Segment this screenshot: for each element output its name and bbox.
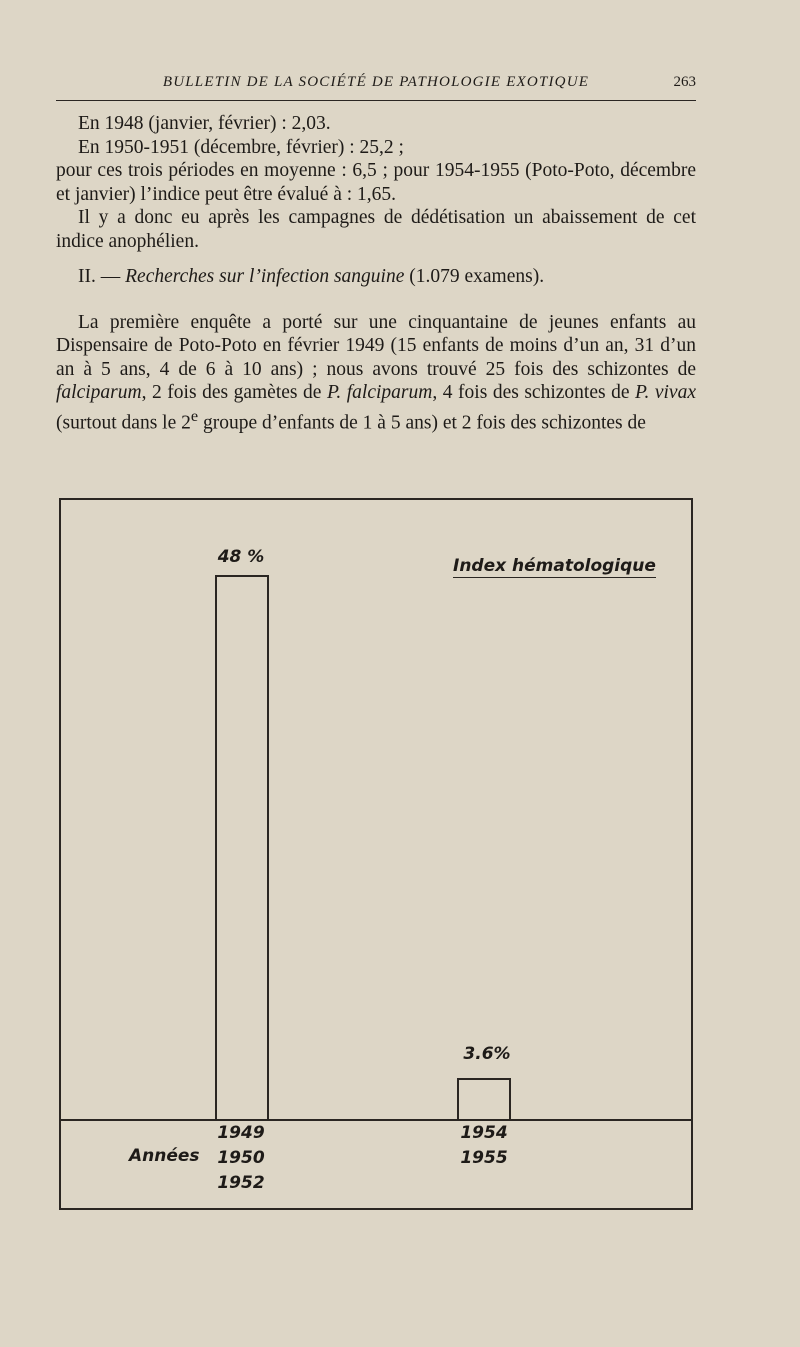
bar-1954-1955 (457, 1078, 511, 1119)
x-axis-label: Années (129, 1146, 200, 1166)
survey-falciparum: falciparum (56, 382, 142, 403)
x-tick-label: 1950 (217, 1148, 265, 1168)
x-tick-label: 1955 (460, 1148, 508, 1168)
text-line-1950: En 1950-1951 (décembre, février) : 25,2 ; (78, 136, 404, 158)
section-number: II. — (78, 266, 126, 287)
page-number: 263 (673, 74, 696, 90)
running-title: BULLETIN DE LA SOCIÉTÉ DE PATHOLOGIE EXOTIQUE (162, 74, 590, 90)
x-tick-label: 1949 (217, 1123, 265, 1143)
x-tick-group-2 (454, 1121, 514, 1171)
bar-chart-figure (59, 498, 693, 1210)
x-tick-label: 1952 (217, 1173, 265, 1193)
survey-text-h: groupe d’enfants de 1 à 5 ans) et 2 fois des schizontes de (198, 412, 646, 433)
bar-1954-data-label: 3.6% (463, 1044, 511, 1064)
bar-1949-1952 (215, 575, 269, 1119)
chart-title: Index hématologique (453, 556, 656, 576)
body-text (56, 112, 696, 435)
bar-1949-data-label: 48 % (217, 547, 265, 567)
section-heading (56, 265, 696, 289)
survey-text-g: (surtout dans le 2 (56, 412, 191, 433)
running-header (56, 70, 696, 101)
x-tick-group-1 (211, 1121, 271, 1196)
text-line-1948: En 1948 (janvier, février) : 2,03. (78, 113, 331, 134)
survey-p-falciparum: P. falciparum (326, 382, 433, 403)
survey-text-a: La première enquête a porté sur une cinquantaine de jeunes enfants au Dispensaire de Poto-Poto en février 1949 (15 enfants de moins d’un an, 31 d’un an à 5 ans, 4 de 6 à 10 ans) ; nous avons trouvé 25 fois des schizontes de (56, 311, 696, 380)
x-axis-line (61, 1119, 691, 1121)
survey-p-vivax: P. vivax (635, 382, 696, 403)
paragraph-survey (56, 311, 696, 435)
survey-superscript: e (190, 406, 199, 425)
paragraph-average: pour ces trois périodes en moyenne : 6,5 ; pour 1954-1955 (Poto-Poto, décembre et janvier) l’indice peut être évalué à : 1,65. (56, 160, 696, 205)
x-tick-label: 1954 (460, 1123, 508, 1143)
survey-text-e: , 4 fois des schizontes de (432, 382, 636, 403)
section-suffix: (1.079 examens). (404, 266, 545, 287)
survey-text-c: , 2 fois des gamètes de (141, 382, 327, 403)
section-title: Recherches sur l’infection sanguine (125, 266, 405, 287)
paragraph-conclusion: Il y a donc eu après les campagnes de dédétisation un abaissement de cet indice anophélien. (56, 207, 696, 252)
